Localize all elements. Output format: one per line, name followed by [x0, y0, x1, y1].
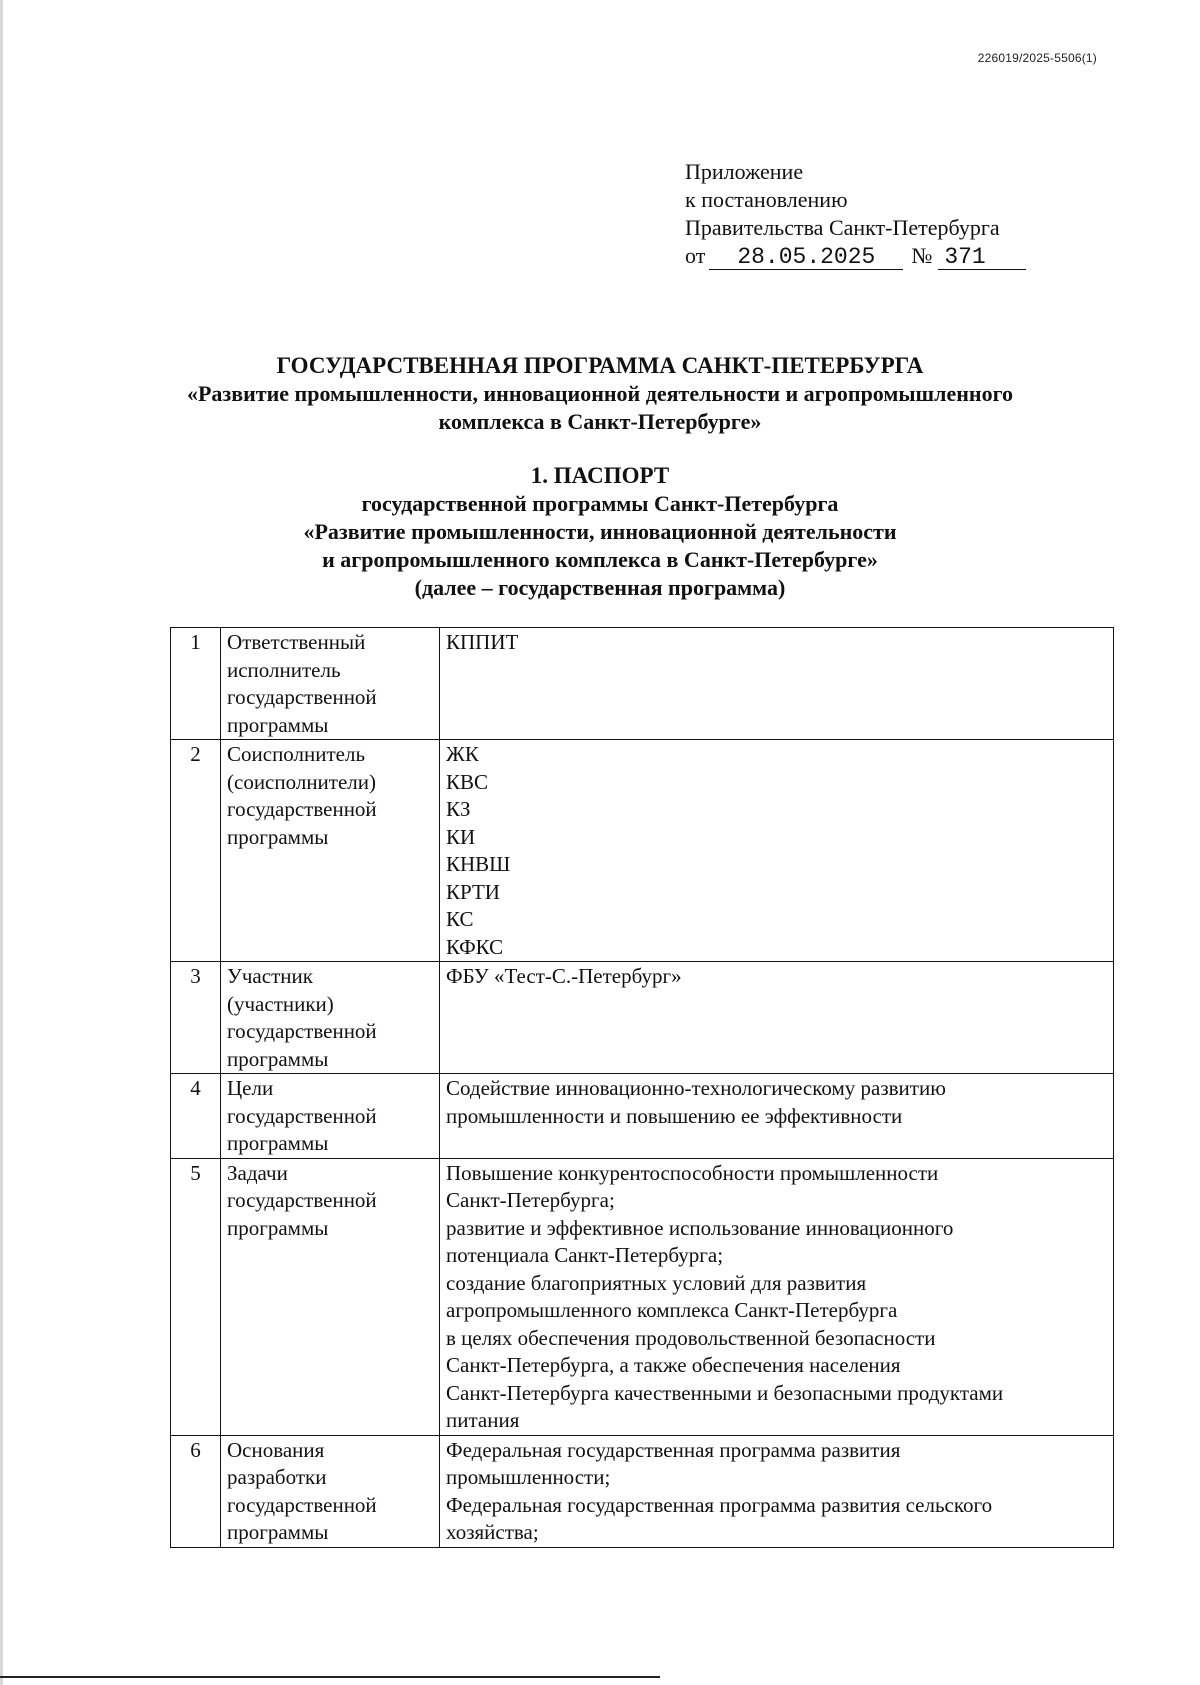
row-label — [221, 1074, 440, 1159]
row-label-line: исполнитель — [227, 657, 341, 682]
number-label: № — [911, 243, 933, 268]
row-value-line: потенциала Санкт-Петербурга; — [446, 1243, 724, 1267]
appendix-block — [685, 158, 1026, 270]
row-label-line: Ответственный — [227, 630, 366, 654]
row-label-line: разработки — [227, 1465, 327, 1489]
passport-heading — [100, 462, 1100, 602]
row-value-line: КРТИ — [446, 879, 500, 904]
row-value-line: КВС — [446, 769, 489, 794]
row-number: 4 — [171, 1074, 221, 1159]
row-value-line: Федеральная государственная программа развития — [446, 1437, 901, 1462]
row-value-line: Санкт-Петербурга качественными и безопасными продуктами — [446, 1380, 1004, 1405]
passport-table — [170, 627, 1114, 1548]
row-label-line: Цели — [227, 1076, 274, 1100]
row-label-line: программы — [227, 1046, 329, 1071]
row-label-line: государственной — [227, 1492, 377, 1517]
row-label — [221, 1435, 440, 1547]
table-row — [171, 1435, 1114, 1547]
row-label-line: государственной — [227, 685, 377, 709]
row-label-line: (соисполнители) — [227, 769, 376, 794]
row-label-line: программы — [227, 824, 329, 849]
row-label-line: программы — [227, 712, 329, 737]
program-subtitle-line-1: «Развитие промышленности, инновационной деятельности и агропромышленного — [186, 381, 1014, 406]
row-label-line: Участник — [227, 964, 313, 988]
appendix-line-1: Приложение — [685, 159, 804, 184]
row-value-line: Санкт-Петербурга; — [446, 1188, 615, 1212]
row-value-line: промышленности; — [446, 1465, 611, 1489]
row-value-line: КППИТ — [446, 630, 519, 654]
row-label — [221, 628, 440, 740]
row-label — [221, 740, 440, 962]
row-value-line: Повышение конкурентоспособности промышленности — [446, 1160, 939, 1185]
program-heading — [100, 352, 1100, 436]
row-value-line: создание благоприятных условий для развития — [446, 1270, 867, 1295]
row-value — [440, 1435, 1114, 1547]
row-label-line: государственной — [227, 1019, 377, 1043]
row-value-line: КИ — [446, 824, 476, 849]
row-label-line: государственной — [227, 1188, 377, 1212]
row-label-line: государственной — [227, 1103, 377, 1128]
row-value-line: КФКС — [446, 934, 504, 959]
passport-heading-line-4: (далее – государственная программа) — [414, 575, 786, 600]
document-number: 226019/2025-5506(1) — [977, 51, 1097, 65]
passport-heading-line-1: государственной программы Санкт-Петербурга — [361, 491, 839, 516]
row-label-line: программы — [227, 1131, 329, 1155]
row-label-line: Задачи — [227, 1160, 288, 1185]
row-value-line: промышленности и повышению ее эффективности — [446, 1103, 903, 1128]
row-value-line: питания — [446, 1408, 520, 1432]
row-value — [440, 1074, 1114, 1159]
row-value — [440, 962, 1114, 1074]
row-number: 2 — [171, 740, 221, 962]
row-number: 3 — [171, 962, 221, 1074]
row-number: 5 — [171, 1158, 221, 1435]
resolution-number: 371 — [938, 245, 1026, 270]
from-label: от — [685, 243, 706, 268]
row-value — [440, 740, 1114, 962]
row-value-line: КНВШ — [446, 852, 511, 876]
passport-heading-line-2: «Развитие промышленности, инновационной деятельности — [303, 519, 897, 544]
row-value-line: КС — [446, 907, 474, 931]
row-label-line: Основания — [227, 1437, 325, 1462]
table-row — [171, 1158, 1114, 1435]
row-number: 1 — [171, 628, 221, 740]
passport-title: 1. ПАСПОРТ — [530, 463, 670, 488]
row-value-line: развитие и эффективное использование инновационного — [446, 1215, 954, 1240]
passport-heading-line-3: и агропромышленного комплекса в Санкт-Петербурге» — [322, 547, 878, 572]
row-value-line: Санкт-Петербурга, а также обеспечения населения — [446, 1353, 901, 1377]
row-label-line: государственной — [227, 797, 377, 821]
table-row — [171, 1074, 1114, 1159]
row-number: 6 — [171, 1435, 221, 1547]
table-row — [171, 962, 1114, 1074]
row-label-line: (участники) — [227, 991, 334, 1016]
row-label — [221, 962, 440, 1074]
table-row — [171, 740, 1114, 962]
row-label-line: Соисполнитель — [227, 742, 366, 766]
row-value-line: агропромышленного комплекса Санкт-Петербурга — [446, 1298, 898, 1322]
resolution-date: 28.05.2025 — [709, 245, 903, 270]
scan-left-edge — [0, 0, 3, 1685]
row-label-line: программы — [227, 1520, 329, 1544]
program-subtitle-line-2: комплекса в Санкт-Петербурге» — [438, 409, 762, 434]
row-label — [221, 1158, 440, 1435]
appendix-line-3: Правительства Санкт-Петербурга — [685, 215, 1000, 240]
row-value-line: Федеральная государственная программа развития сельского — [446, 1492, 993, 1517]
appendix-date-line — [685, 242, 1026, 270]
row-value-line: в целях обеспечения продовольственной безопасности — [446, 1325, 936, 1350]
scan-bottom-edge — [0, 1676, 660, 1678]
row-label-line: программы — [227, 1215, 329, 1240]
row-value-line: КЗ — [446, 797, 471, 821]
row-value-line: ФБУ «Тест-С.-Петербург» — [446, 964, 682, 988]
passport-table-body — [171, 628, 1114, 1548]
row-value-line: ЖК — [446, 742, 479, 766]
row-value-line: Содействие инновационно-технологическому развитию — [446, 1076, 946, 1100]
program-title: ГОСУДАРСТВЕННАЯ ПРОГРАММА САНКТ-ПЕТЕРБУРГА — [276, 353, 924, 378]
table-row — [171, 628, 1114, 740]
row-value — [440, 1158, 1114, 1435]
row-value — [440, 628, 1114, 740]
row-value-line: хозяйства; — [446, 1520, 539, 1544]
appendix-line-2: к постановлению — [685, 187, 848, 212]
